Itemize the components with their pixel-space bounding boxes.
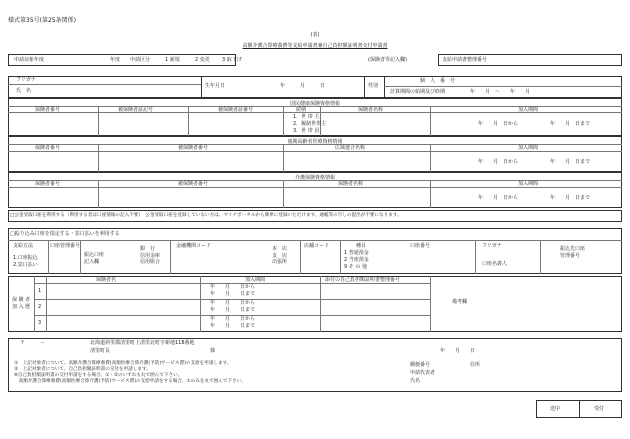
member-row-2: 2 bbox=[38, 304, 42, 310]
method-transfer[interactable]: 1.口座振込 bbox=[13, 255, 38, 261]
sign-address-label: 住所 bbox=[470, 362, 481, 368]
kaigo-insurer-name: 保険者名称 bbox=[338, 181, 364, 187]
sign-zip-label: 郵便番号 bbox=[410, 362, 431, 368]
page-side: (表) bbox=[310, 32, 320, 38]
koki-from[interactable]: 年 月 日から bbox=[478, 159, 519, 165]
fiscal-label: 申請対象年度 bbox=[14, 57, 45, 63]
other-account-option[interactable]: □振り込み口座を指定する・窓口払いを利用する bbox=[10, 231, 120, 237]
kokuho-card-no: 被保険者証番号 bbox=[218, 107, 254, 113]
kind-change[interactable]: 2 変更 bbox=[195, 57, 210, 63]
kaigo-card-no: 被保険者番号 bbox=[178, 181, 209, 187]
mgmt-no-label: 口座管理番号 bbox=[50, 243, 81, 249]
footer-b: 受付 bbox=[594, 406, 605, 412]
branch-code-label: 店舗コード bbox=[304, 243, 330, 249]
type-other[interactable]: 9 そ の 他 bbox=[344, 264, 367, 270]
kaigo-from[interactable]: 年 月 日から bbox=[478, 195, 519, 201]
type-label: 種目 bbox=[356, 243, 367, 249]
footer-a: 送中 bbox=[550, 406, 561, 412]
zip-label: 〒 － bbox=[20, 340, 46, 346]
kokuho-relation: 続柄 bbox=[296, 107, 307, 113]
member-1-from[interactable]: 年 月 日から bbox=[210, 284, 256, 290]
public-account-option[interactable]: □公金受取口座を利用する（利用する者は口座情報の記入不要） 公金受取口座を登録していない方は、マイナポータルから簡単に登録いただけます。通帳等の写しの提出が不要になります。 bbox=[10, 213, 402, 218]
note-2: ② 上記対象者について、自己負担額証明書の交付を申請します。 bbox=[14, 367, 151, 372]
note-1: ① 上記対象者について、高額介護合算療養費(高額医療合算介護(予防)サービス費)の支給を申請します。 bbox=[14, 361, 232, 366]
koki-to[interactable]: 年 月 日まで bbox=[550, 159, 591, 165]
koki-insurer-no: 保険者番号 bbox=[35, 145, 61, 151]
sama-label: 様 bbox=[210, 348, 216, 354]
birth-label: 生年月日 bbox=[205, 83, 226, 89]
relation-2[interactable]: 2．擬制世帯主 bbox=[293, 121, 327, 127]
kokuho-insurer-no: 保険者番号 bbox=[35, 107, 61, 113]
sex-label: 性別 bbox=[368, 83, 379, 89]
sign-rep-label: 申請代表者 bbox=[410, 370, 436, 376]
bank-furigana-label: フリガナ bbox=[482, 243, 502, 249]
kaigo-to[interactable]: 年 月 日まで bbox=[550, 195, 591, 201]
member-3-to[interactable]: 年 月 日まで bbox=[210, 323, 256, 329]
branch-type[interactable]: 本 店 支 店 出張所 bbox=[272, 246, 288, 265]
holder-label: 口座名義人 bbox=[482, 261, 508, 267]
member-note-label: 備考欄 bbox=[452, 299, 468, 305]
member-row-3: 3 bbox=[38, 320, 42, 326]
member-row-1: 1 bbox=[38, 288, 42, 294]
id-label: 個 人 番 号 bbox=[420, 78, 456, 84]
member-period-label: 加入期間 bbox=[245, 277, 266, 283]
acct-no-label: 口座番号 bbox=[410, 243, 431, 249]
note-3: ※自己負担額証明書の交付申請をする場合、①・②のいずれも丸で囲んで下さい。 bbox=[14, 373, 183, 378]
kokuho-from[interactable]: 年 月 日から bbox=[478, 121, 519, 127]
method-label: 支給方法 bbox=[13, 243, 34, 249]
period-label: 計算期間の始期及び終期 bbox=[390, 89, 446, 95]
pref-label: 振込先口座 管理番号 bbox=[560, 246, 586, 259]
kaigo-insurer-no: 保険者番号 bbox=[35, 181, 61, 187]
kokuho-to[interactable]: 年 月 日まで bbox=[550, 121, 591, 127]
mgmt-label: 支給申請書整理番号 bbox=[442, 57, 488, 63]
type-ordinary[interactable]: 1 普通預金 bbox=[344, 250, 369, 256]
kind-label: 申請区分 bbox=[130, 57, 151, 63]
note-4: 高額介護合算療養費(高額医療合算介護(予防)サービス費)の支給申請をする場合、①のみを丸で囲んで下さい。 bbox=[14, 379, 246, 384]
kokuho-insurer-name: 保険者名称 bbox=[358, 107, 384, 113]
office-address: 北海道斜里郡清里町上清里北町字新地118番地 bbox=[90, 340, 195, 346]
kokuho-card-sym: 被保険者証記号 bbox=[118, 107, 154, 113]
member-1-to[interactable]: 年 月 日まで bbox=[210, 291, 256, 297]
kaigo-period: 加入期間 bbox=[518, 181, 539, 187]
type-current[interactable]: 2 当座預金 bbox=[344, 257, 369, 263]
form-title: 高額介護合算療養費等支給申請書兼自己負担額証明書交付申請書 bbox=[242, 43, 388, 49]
relation-3[interactable]: 3．世 帯 員 bbox=[293, 128, 320, 134]
furigana-label: フリガナ bbox=[16, 77, 36, 83]
kind-cancel[interactable]: 3 取下げ bbox=[222, 57, 242, 63]
kind-new[interactable]: 1 新規 bbox=[165, 57, 180, 63]
koki-union: 広域連合名称 bbox=[335, 145, 366, 151]
relation-1[interactable]: 1．世 帯 主 bbox=[293, 114, 320, 120]
members-box bbox=[8, 276, 622, 332]
inst-code-label: 金融機関コード bbox=[176, 243, 212, 249]
period-value[interactable]: 年 月 〜 年 月 bbox=[470, 89, 531, 95]
app-date[interactable]: 年 月 日 bbox=[440, 348, 476, 354]
form-number: 様式第35号(第25条関係) bbox=[8, 17, 76, 24]
koki-title: 後期高齢者医療資格情報 bbox=[287, 139, 343, 145]
kokuho-period: 加入期間 bbox=[518, 107, 539, 113]
kaigo-title: 介護保険資格情報 bbox=[294, 175, 335, 181]
member-cert-label: 添付の自己負担額証明書整理番号 bbox=[325, 277, 401, 283]
member-3-from[interactable]: 年 月 日から bbox=[210, 316, 256, 322]
koki-period: 加入期間 bbox=[518, 145, 539, 151]
member-2-to[interactable]: 年 月 日まで bbox=[210, 307, 256, 313]
year-label: 年度 bbox=[110, 57, 121, 63]
sign-name-label: 氏名 bbox=[410, 378, 421, 384]
member-2-from[interactable]: 年 月 日から bbox=[210, 300, 256, 306]
new-account-label: 振込口座 記入欄 bbox=[84, 252, 105, 265]
koki-card-no: 被保険者番号 bbox=[178, 145, 209, 151]
member-insurer-label: 保険者名 bbox=[96, 277, 117, 283]
inst-type[interactable]: 銀 行 信用金庫 信用組合 bbox=[140, 246, 161, 265]
method-window[interactable]: 2.窓口払い bbox=[13, 262, 38, 268]
name-label: 氏 名 bbox=[16, 88, 32, 94]
members-side: 保 険 者 加 入 歴 bbox=[12, 297, 31, 310]
kokuho-title: 国民健康保険資格情報 bbox=[289, 101, 340, 107]
insurer-use-label: (保険者等記入欄) bbox=[368, 57, 407, 63]
mayor-label: 清里町長 bbox=[90, 348, 111, 354]
birth-value[interactable]: 年 月 日 bbox=[280, 83, 326, 89]
